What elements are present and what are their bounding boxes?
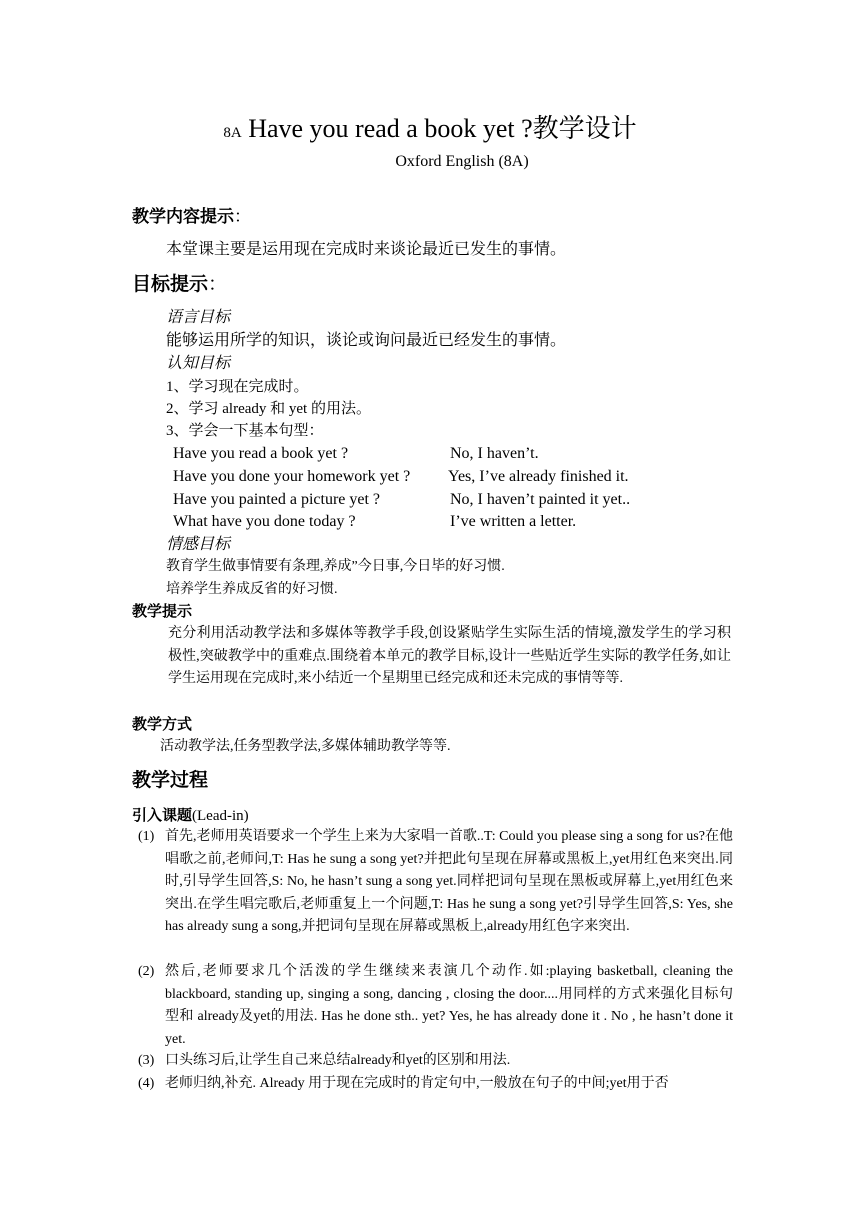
- emotion-goal-label: 情感目标: [166, 536, 231, 553]
- heading-goals-text: 目标提示: [132, 273, 209, 295]
- heading-goals: [132, 272, 227, 296]
- language-goal-label: 语言目标: [166, 309, 231, 326]
- emotion-item: 教育学生做事情要有条理,养成”今日事,今日毕的好习惯.: [166, 559, 505, 574]
- emotion-item: 培养学生养成反省的好习惯.: [166, 582, 338, 597]
- document-title: [0, 112, 860, 150]
- step-text: 老师归纳,补充. Already 用于现在完成时的肯定句中,一般放在句子的中间;yet用于否: [165, 1076, 669, 1091]
- sentence-answer: I’ve written a letter.: [450, 513, 577, 530]
- sentence-answer: No, I haven’t painted it yet..: [450, 491, 631, 508]
- title-main: Have you read a book yet ?教学设计: [248, 114, 637, 143]
- step-text: 然后,老师要求几个活泼的学生继续来表演几个动作.如:playing basketball, cleaning the blackboard, standing up, singing a song, dancing , closing the door....用同样的方式来强化目标句型和 already及yet的用法. Has he done sth.. yet? Yes, he has already done it . No , he hasn’t done it yet.: [165, 964, 733, 1047]
- heading-goals-colon: ：: [208, 273, 228, 295]
- heading-content-colon: ：: [234, 207, 251, 227]
- step-text: 口头练习后,让学生自己来总结already和yet的区别和用法.: [165, 1053, 511, 1068]
- heading-content-text: 教学内容提示: [132, 207, 234, 227]
- tips-text: 充分利用活动教学法和多媒体等教学手段,创设紧贴学生实际生活的情境,激发学生的学习积极性,突破教学中的重难点.围绕着本单元的教学目标,设计一些贴近学生实际的教学任务,如让学生运用现在完成时,来小结近一个星期里已经完成和还未完成的事情等等.: [168, 626, 731, 686]
- sentence-question: What have you done today ?: [173, 513, 356, 530]
- heading-content: [132, 205, 251, 229]
- cognitive-item: 3、学会一下基本句型：: [166, 423, 324, 439]
- heading-leadin: [132, 804, 249, 827]
- leadin-en: (Lead-in): [192, 808, 249, 824]
- leadin-label: 引入课题: [132, 806, 193, 824]
- cognitive-item-text: 2、学习 already 和 yet 的用法。: [166, 401, 371, 417]
- language-goal-text: 能够运用所学的知识，谈论或询问最近已经发生的事情。: [166, 332, 567, 349]
- step-number: (4): [138, 1076, 155, 1091]
- heading-process: 教学过程: [132, 769, 209, 791]
- title-prefix: 8A: [223, 125, 242, 141]
- sentence-answer: No, I haven’t.: [450, 445, 539, 462]
- document-subtitle: Oxford English (8A): [395, 153, 529, 170]
- content-text: 本堂课主要是运用现在完成时来谈论最近已发生的事情。: [166, 241, 567, 258]
- cognitive-item: [166, 398, 371, 420]
- step-text: 首先,老师用英语要求一个学生上来为大家唱一首歌..T: Could you please sing a song for us?在他唱歌之前,老师问,T: Has he sung a song yet?并把此句呈现在屏幕或黑板上,yet用红色来突出.同时,引导学生回答,S: No, he hasn’t sung a song yet.同样把词句呈现在黑板或屏幕上,yet用红色来突出.在学生唱完歌后,老师重复上一个问题,T: Has he sung a song yet?引导学生回答,S: Yes, she has already sung a song,并把词句呈现在屏幕或黑板上,already用红色字来突出.: [165, 829, 733, 934]
- sentence-answer: Yes, I’ve already finished it.: [448, 468, 629, 485]
- sentence-question: Have you done your homework yet ?: [173, 468, 411, 485]
- step-number: (1): [138, 829, 155, 844]
- method-text: 活动教学法,任务型教学法,多媒体辅助教学等等.: [160, 739, 451, 754]
- sentence-question: Have you painted a picture yet ?: [173, 491, 381, 508]
- cognitive-item: 1、学习现在完成时。: [166, 379, 309, 395]
- heading-tips: 教学提示: [132, 602, 193, 620]
- step-number: (3): [138, 1053, 155, 1068]
- step-number: (2): [138, 964, 155, 979]
- sentence-question: Have you read a book yet ?: [173, 445, 349, 462]
- heading-method: 教学方式: [132, 715, 193, 733]
- cognitive-goal-label: 认知目标: [166, 355, 231, 372]
